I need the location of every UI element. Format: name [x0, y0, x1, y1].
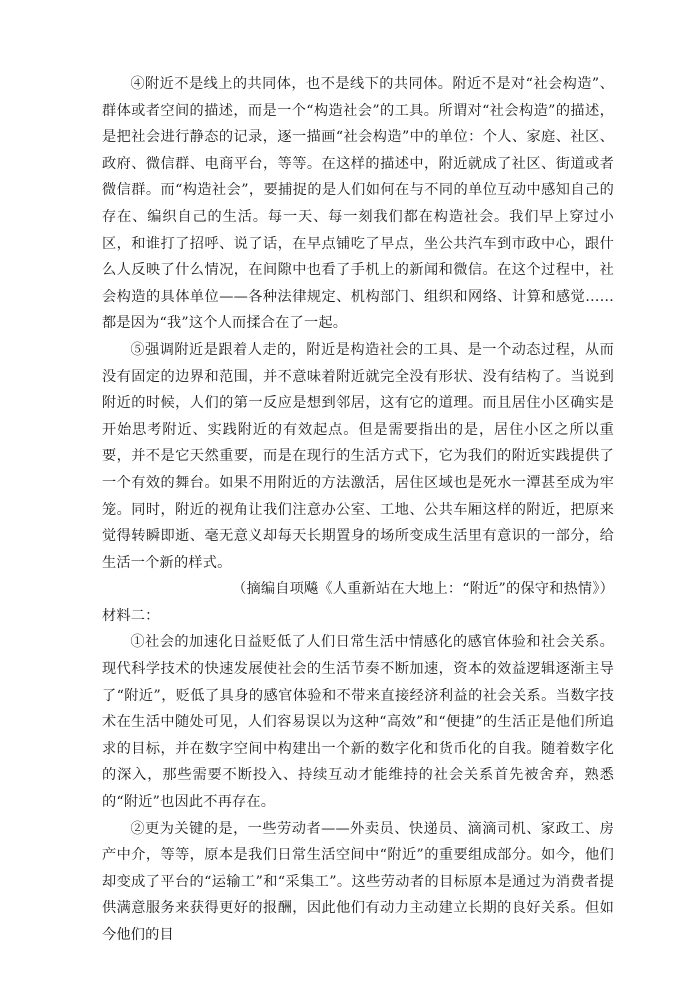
- material-paragraph-2: ②更为关键的是，一些劳动者——外卖员、快递员、滴滴司机、家政工、房产中介，等等，原本是我们日常生活空间中“附近”的重要组成部分。如今，他们却变成了平台的“运输工”和“采集工”。这些劳动者的目标原本是通过为消费者提供满意服务来获得更好的报酬，因此他们有动力主动建立长期的良好关系。但如今他们的目: [102, 820, 614, 943]
- paragraph-4: ④附近不是线上的共同体，也不是线下的共同体。附近不是对“社会构造”、群体或者空间的描述，而是一个“构造社会”的工具。所谓对“社会构造”的描述，是把社会进行静态的记录，逐一描画“社会构造”中的单位：个人、家庭、社区、政府、微信群、电商平台，等等。在这样的描述中，附近就成了社区、街道或者微信群。而“构造社会”，要捕捉的是人们如何在与不同的单位互动中感知自己的存在、编织自己的生活。每一天、每一刻我们都在构造社会。我们早上穿过小区，和谁打了招呼、说了话，在早点铺吃了早点，坐公共汽车到市政中心，跟什么人反映了什么情况，在间隙中也看了手机上的新闻和微信。在这个过程中，社会构造的具体单位——各种法律规定、机构部门、组织和网络、计算和感觉……都是因为“我”这个人而揉合在了一起。: [102, 76, 614, 332]
- material-paragraph-1: ①社会的加速化日益贬低了人们日常生活中情感化的感官体验和社会关系。现代科学技术的快速发展使社会的生活节奏不断加速，资本的效益逻辑逐渐主导了“附近”，贬低了具身的感官体验和不带来直接经济利益的社会关系。当数字技术在生活中随处可见，人们容易误以为这种“高效”和“便捷”的生活正是他们所追求的目标，并在数字空间中构建出一个新的数字化和货币化的自我。随着数字化的深入，那些需要不断投入、持续互动才能维持的社会关系首先被舍弃，熟悉的“附近”也因此不再存在。: [102, 634, 614, 811]
- paragraph-5: ⑤强调附近是跟着人走的，附近是构造社会的工具、是一个动态过程，从而没有固定的边界和范围，并不意味着附近就完全没有形状、没有结构了。当说到附近的时候，人们的第一反应是想到邻居，这有它的道理。而且居住小区确实是开始思考附近、实践附近的有效起点。但是需要指出的是，居住小区之所以重要，并不是它天然重要，而是在现行的生活方式下，它为我们的附近实践提供了一个有效的舞台。如果不用附近的方法激活，居住区域也是死水一潭甚至成为牢笼。同时，附近的视角让我们注意办公室、工地、公共车厢这样的附近，把原来觉得转瞬即逝、毫无意义却每天长期置身的场所变成生活里有意识的一部分，给生活一个新的样式。: [102, 341, 614, 571]
- material-two-heading: 材料二：: [102, 607, 160, 624]
- document-page: [102, 71, 614, 949]
- source-citation: （摘编自项飚《人重新站在大地上：“附近”的保守和热情》）: [232, 581, 614, 598]
